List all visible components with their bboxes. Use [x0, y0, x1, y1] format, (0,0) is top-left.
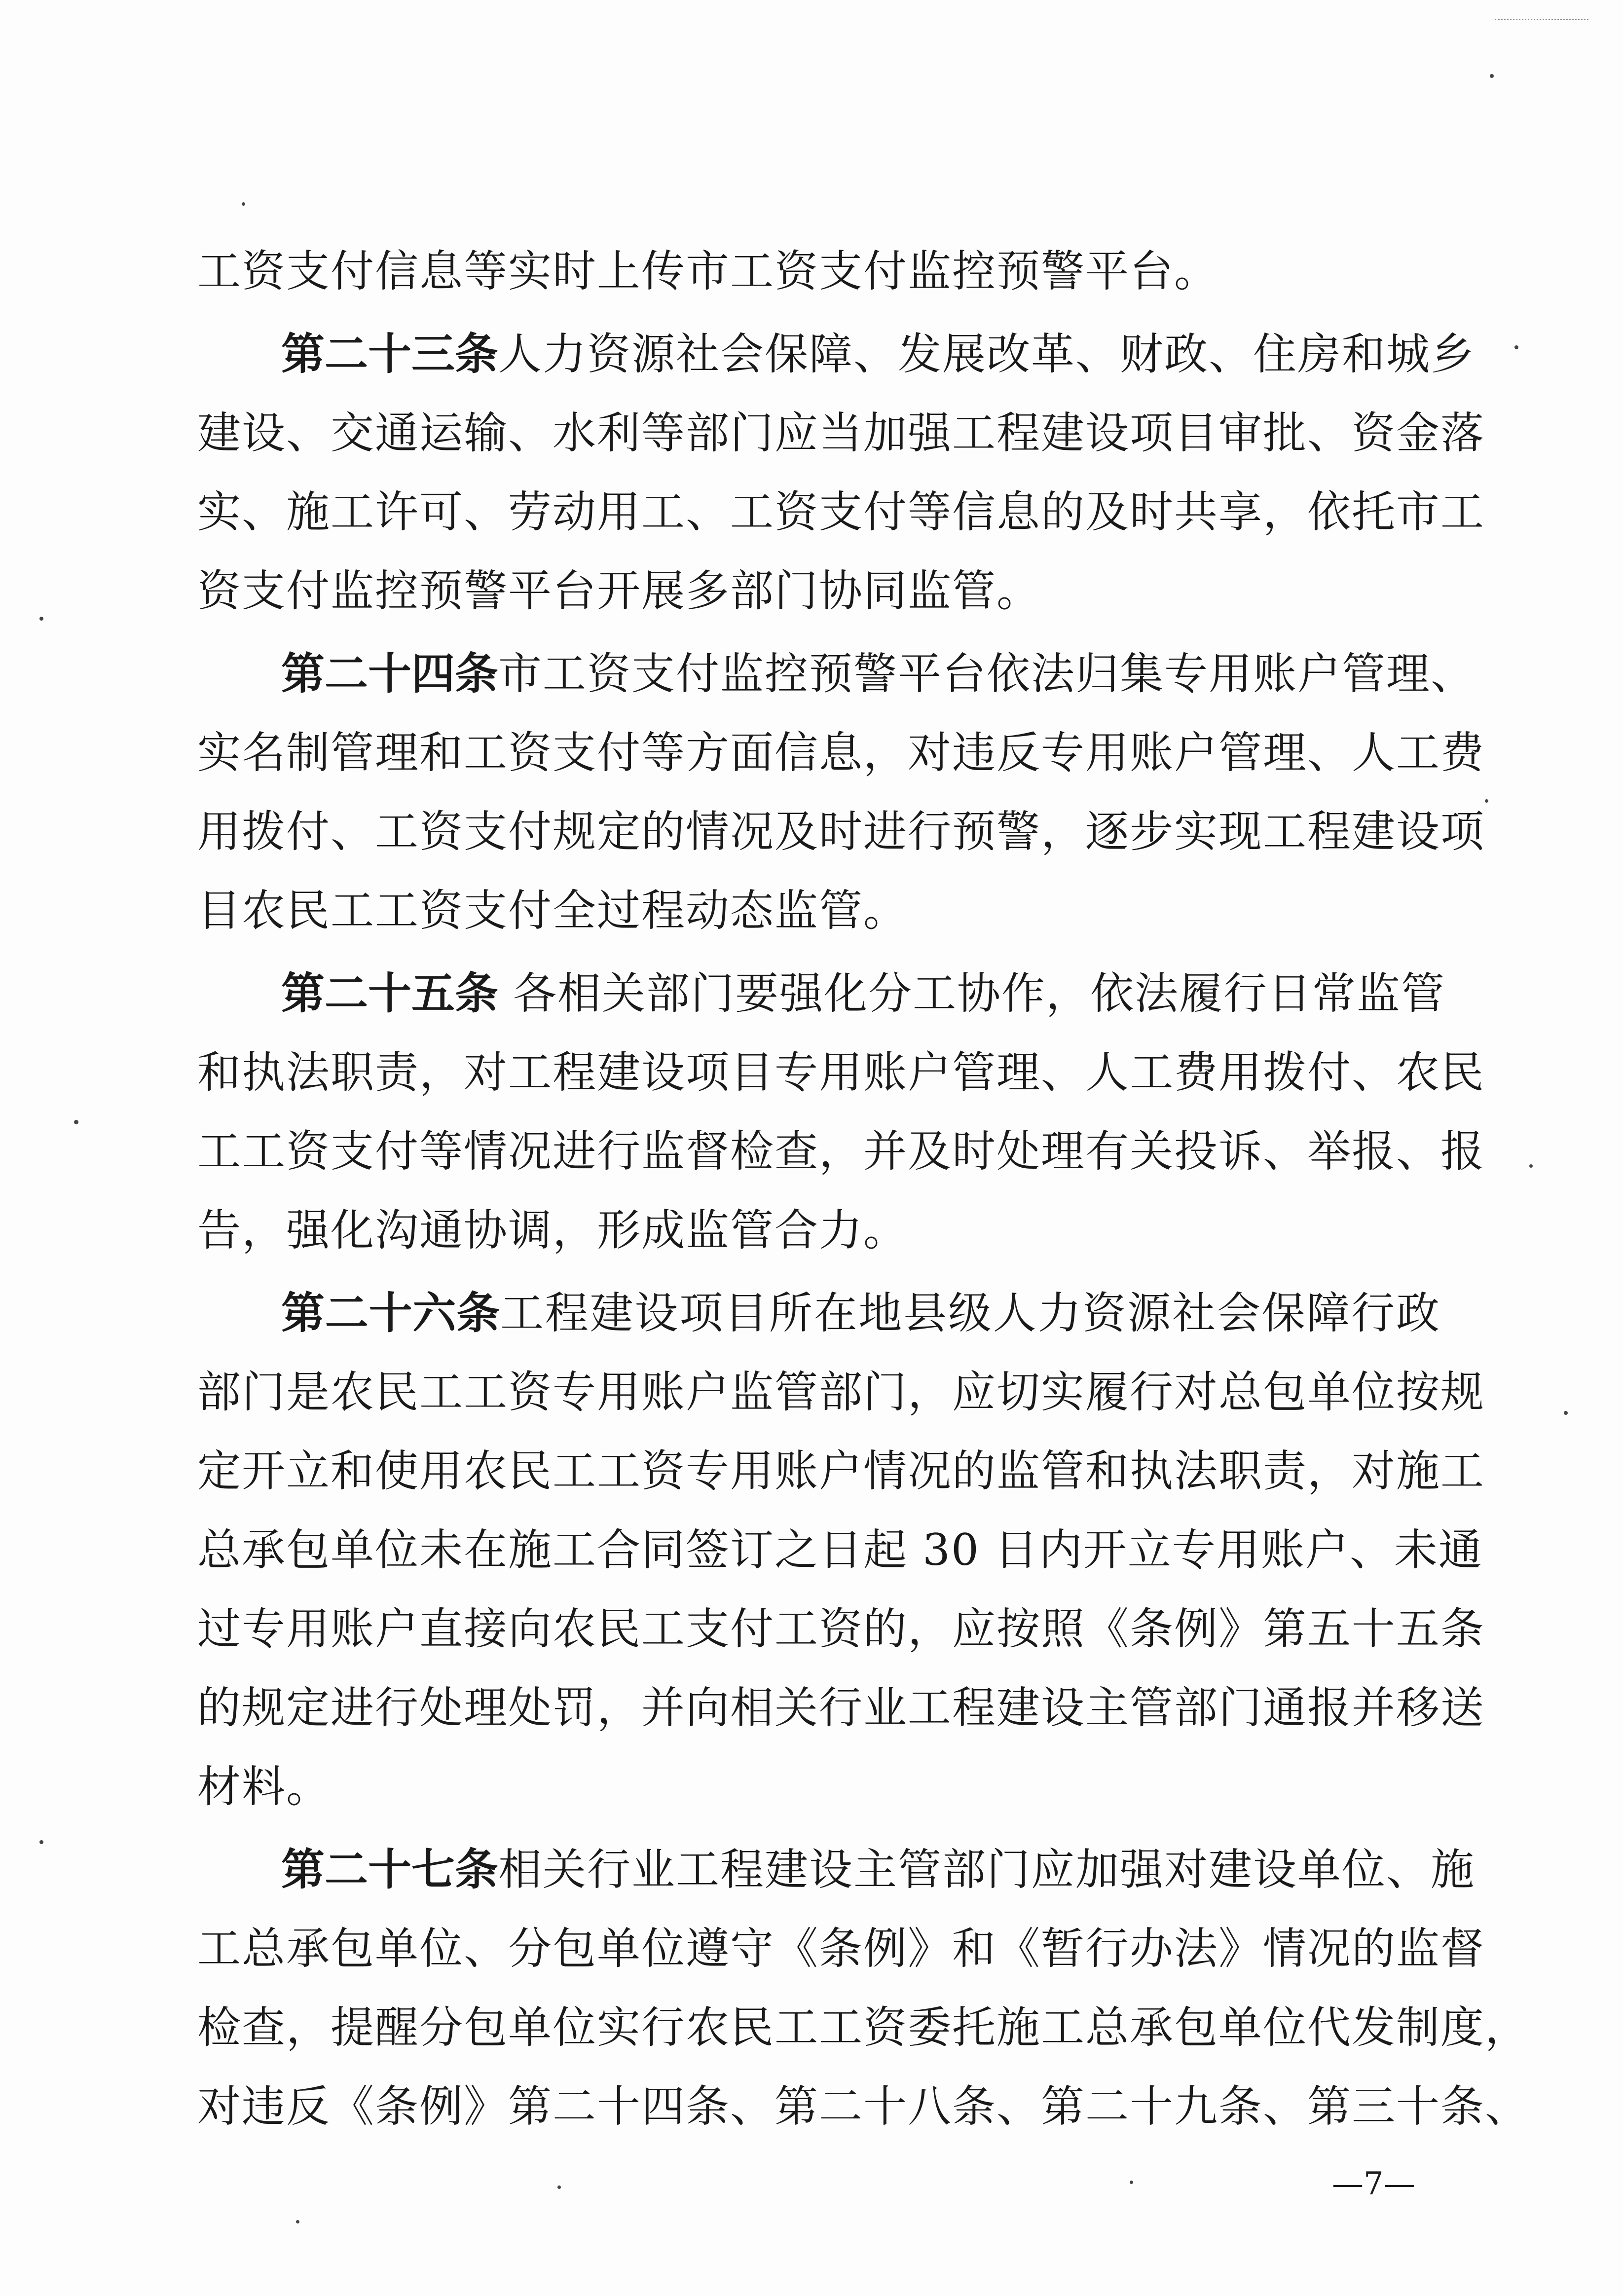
text-line [197, 1432, 1485, 1511]
scan-speck [1485, 799, 1488, 803]
line-text: 人力资源社会保障、发展改革、财政、住房和城乡 [498, 329, 1475, 379]
line-text: 检查，提醒分包单位实行农民工工资委托施工总承包单位代发制度， [197, 2002, 1530, 2053]
line-text: 材料。 [197, 1761, 331, 1812]
text-line [197, 232, 1440, 311]
text-line [197, 1668, 1485, 1747]
line-text: 各相关部门要强化分工协作，依法履行日常监管 [498, 968, 1445, 1019]
line-text: 资支付监控预警平台开展多部门协同监管。 [197, 565, 1041, 616]
line-text: 过专用账户直接向农民工支付工资的，应按照《条例》第五十五条 [197, 1603, 1485, 1654]
text-line [197, 713, 1485, 792]
line-text: 和执法职责，对工程建设项目专用账户管理、人工费用拨付、农民 [197, 1047, 1485, 1098]
scan-speck [1529, 1164, 1533, 1168]
text-line [197, 1590, 1485, 1668]
text-line [197, 792, 1485, 871]
line-text: 工程建设项目所在地县级人力资源社会保障行政 [500, 1288, 1440, 1338]
scan-speck [1564, 1411, 1568, 1415]
paragraph-gap [197, 950, 1440, 954]
text-line [197, 394, 1485, 473]
line-text: 目农民工工资支付全过程动态监管。 [197, 885, 908, 936]
text-line [197, 1112, 1485, 1191]
article-first-line [197, 1830, 1475, 1909]
text-line [197, 1747, 1440, 1826]
line-text: 工总承包单位、分包单位遵守《条例》和《暂行办法》情况的监督 [197, 1923, 1485, 1974]
scan-speck [557, 2185, 561, 2189]
scan-speck [1514, 345, 1518, 349]
text-line [197, 1511, 1483, 1590]
text-line [197, 1988, 1530, 2067]
text-line [197, 552, 1440, 630]
text-line [197, 1033, 1485, 1112]
line-text: 的规定进行处理处罚，并向相关行业工程建设主管部门通报并移送 [197, 1682, 1485, 1733]
article-first-line [197, 315, 1475, 394]
document-body [197, 232, 1530, 2146]
scan-speck [1490, 74, 1494, 78]
paragraph-gap [197, 311, 1440, 315]
article-number: 第二十四条 [281, 648, 499, 699]
line-text: 告，强化沟通协调，形成监管合力。 [197, 1205, 908, 1256]
line-text: 工工资支付等情况进行监督检查，并及时处理有关投诉、举报、报 [197, 1126, 1485, 1177]
article-number: 第二十七条 [281, 1844, 499, 1895]
text-line [197, 1191, 1440, 1270]
line-text: 用拨付、工资支付规定的情况及时进行预警，逐步实现工程建设项 [197, 806, 1485, 857]
scan-speck [296, 2220, 299, 2223]
article-number: 第二十六条 [281, 1288, 500, 1338]
line-text: 对违反《条例》第二十四条、第二十八条、第二十九条、第三十条、 [197, 2081, 1530, 2132]
scan-speck [39, 1840, 43, 1844]
line-text: 市工资支付监控预警平台依法归集专用账户管理、 [498, 648, 1475, 699]
text-line [197, 2067, 1530, 2146]
text-line [197, 473, 1485, 552]
line-text: 定开立和使用农民工工资专用账户情况的监管和执法职责，对施工 [197, 1445, 1485, 1496]
paragraph-gap [197, 1826, 1440, 1830]
scan-speck [39, 617, 43, 621]
line-text: 总承包单位未在施工合同签订之日起 30 日内开立专用账户、未通 [197, 1524, 1483, 1575]
scan-speck [74, 1120, 78, 1124]
line-text: 建设、交通运输、水利等部门应当加强工程建设项目审批、资金落 [197, 407, 1485, 458]
article-first-line [197, 954, 1445, 1033]
line-text: 相关行业工程建设主管部门应加强对建设单位、施 [498, 1844, 1475, 1895]
line-text: 工资支付信息等实时上传市工资支付监控预警平台。 [197, 246, 1219, 296]
text-line [197, 871, 1440, 950]
article-first-line [197, 634, 1475, 713]
article-number: 第二十三条 [281, 329, 499, 379]
article-first-line [197, 1274, 1440, 1353]
text-line [197, 1353, 1485, 1432]
scan-speck [242, 202, 245, 206]
article-number: 第二十五条 [281, 968, 499, 1019]
line-text: 实名制管理和工资支付等方面信息，对违反专用账户管理、人工费 [197, 727, 1485, 778]
page-number: —7— [1332, 2166, 1415, 2202]
line-text: 实、施工许可、劳动用工、工资支付等信息的及时共享，依托市工 [197, 486, 1485, 537]
paragraph-gap [197, 630, 1440, 634]
text-line [197, 1909, 1485, 1988]
scan-speck [1130, 2181, 1133, 2184]
paragraph-gap [197, 1270, 1440, 1274]
scan-artifact-mark [1495, 19, 1588, 22]
line-text: 部门是农民工工资专用账户监管部门，应切实履行对总包单位按规 [197, 1367, 1485, 1417]
